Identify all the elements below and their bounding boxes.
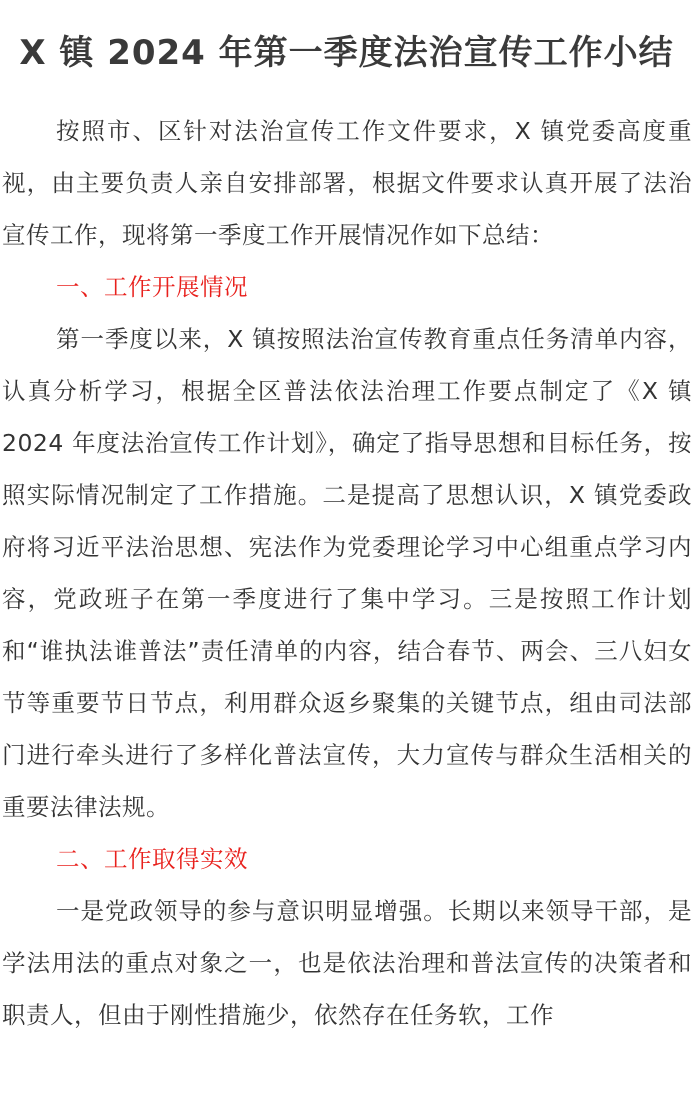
document-title: X 镇 2024 年第一季度法治宣传工作小结 bbox=[19, 33, 674, 73]
results-paragraph: 一是党政领导的参与意识明显增强。长期以来领导干部，是学法用法的重点对象之一，也是依法治理和普法宣传的决策者和职责人，但由于刚性措施少，依然存在任务软，工作 bbox=[2, 897, 692, 1029]
section-heading-work-progress: 一、工作开展情况 bbox=[56, 273, 249, 301]
intro-paragraph: 按照市、区针对法治宣传工作文件要求，X 镇党委高度重视，由主要负责人亲自安排部署，根据文件要求认真开展了法治宣传工作，现将第一季度工作开展情况作如下总结： bbox=[2, 117, 692, 249]
work-progress-paragraph: 第一季度以来，X 镇按照法治宣传教育重点任务清单内容，认真分析学习，根据全区普法依法治理工作要点制定了《X 镇 2024 年度法治宣传工作计划》，确定了指导思想和目标任务，按照实际情况制定了工作措施。二是提高了思想认识，X 镇党委政府将习近平法治思想、宪法作为党委理论学习中心组重点学习内容，党政班子在第一季度进行了集中学习。三是按照工作计划和“谁执法谁普法”责任清单的内容，结合春节、两会、三八妇女节等重要节日节点，利用群众返乡聚集的关键节点，组由司法部门进行牵头进行了多样化普法宣传，大力宣传与群众生活相关的重要法律法规。 bbox=[2, 325, 692, 821]
section-heading-results: 二、工作取得实效 bbox=[56, 845, 249, 873]
document-body bbox=[2, 105, 692, 1041]
